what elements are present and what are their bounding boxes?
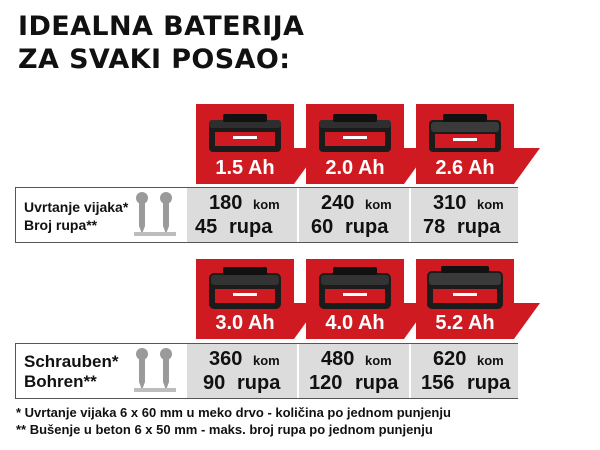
card-pointer [514, 303, 540, 339]
hole-count: 78 [423, 216, 446, 238]
hole-count: 60 [311, 216, 334, 238]
drill-bit-icon [134, 388, 176, 392]
row-label-holes: Broj rupa** [24, 217, 98, 233]
value-cell [187, 344, 297, 398]
hole-unit: rupa [229, 216, 273, 238]
screw-count: 240 [321, 192, 355, 214]
hole-count: 90 [203, 372, 226, 394]
screw-count: 620 [433, 348, 467, 370]
hole-count: 156 [421, 372, 455, 394]
battery-card-4-0ah [306, 259, 404, 339]
battery-card-5-2ah [416, 259, 514, 339]
battery-card-3-0ah [196, 259, 294, 339]
hole-unit: rupa [345, 216, 389, 238]
screw-icon [160, 348, 172, 390]
screw-count: 360 [209, 348, 243, 370]
screw-icon [160, 192, 172, 234]
screw-icon [136, 192, 148, 234]
battery-large-icon [425, 265, 505, 311]
headline [18, 10, 304, 76]
battery-small-icon [425, 110, 505, 156]
headline-line-1: IDEALNA BATERIJA [18, 11, 305, 42]
screw-unit: kom [477, 197, 504, 212]
row-label-screwing: Schrauben* [24, 352, 119, 371]
row-label [16, 188, 131, 242]
battery-medium-icon [205, 265, 285, 311]
battery-small-icon [315, 110, 395, 156]
value-cell [299, 344, 409, 398]
battery-card-2-6ah [416, 104, 514, 184]
battery-capacity: 4.0 Ah [325, 312, 385, 334]
battery-capacity: 1.5 Ah [215, 157, 275, 179]
row-label-drilling: Bohren** [24, 372, 97, 391]
drill-bit-icon [134, 232, 176, 236]
card-pointer [514, 148, 540, 184]
screw-unit: kom [253, 197, 280, 212]
footnotes [16, 404, 451, 438]
value-cell [411, 188, 518, 242]
battery-capacity: 2.6 Ah [435, 157, 495, 179]
value-cell [411, 344, 518, 398]
footnote-screwing: * Uvrtanje vijaka 6 x 60 mm u meko drvo - količina po jednom punjenju [16, 405, 451, 420]
hole-unit: rupa [467, 372, 511, 394]
battery-card-1-5ah [196, 104, 294, 184]
battery-small-icon [205, 110, 285, 156]
screw-unit: kom [477, 353, 504, 368]
value-cell [187, 188, 297, 242]
battery-card-2-0ah [306, 104, 404, 184]
battery-capacity: 5.2 Ah [435, 312, 495, 334]
row-label [16, 344, 131, 398]
tool-icons [132, 348, 184, 394]
screw-count: 480 [321, 348, 355, 370]
data-row-power [15, 343, 518, 399]
hole-count: 45 [195, 216, 218, 238]
battery-capacity: 2.0 Ah [325, 157, 385, 179]
data-row-standard [15, 187, 518, 243]
screw-unit: kom [365, 353, 392, 368]
hole-count: 120 [309, 372, 343, 394]
screw-count: 180 [209, 192, 243, 214]
hole-unit: rupa [457, 216, 501, 238]
screw-unit: kom [365, 197, 392, 212]
screw-unit: kom [253, 353, 280, 368]
screw-count: 310 [433, 192, 467, 214]
hole-unit: rupa [355, 372, 399, 394]
value-cell [299, 188, 409, 242]
tool-icons [132, 192, 184, 238]
row-label-screwing: Uvrtanje vijaka* [24, 199, 129, 215]
screw-icon [136, 348, 148, 390]
headline-line-2: ZA SVAKI POSAO: [18, 44, 291, 75]
battery-capacity: 3.0 Ah [215, 312, 275, 334]
hole-unit: rupa [237, 372, 281, 394]
footnote-drilling: ** Bušenje u beton 6 x 50 mm - maks. broj rupa po jednom punjenju [16, 422, 433, 437]
battery-medium-icon [315, 265, 395, 311]
